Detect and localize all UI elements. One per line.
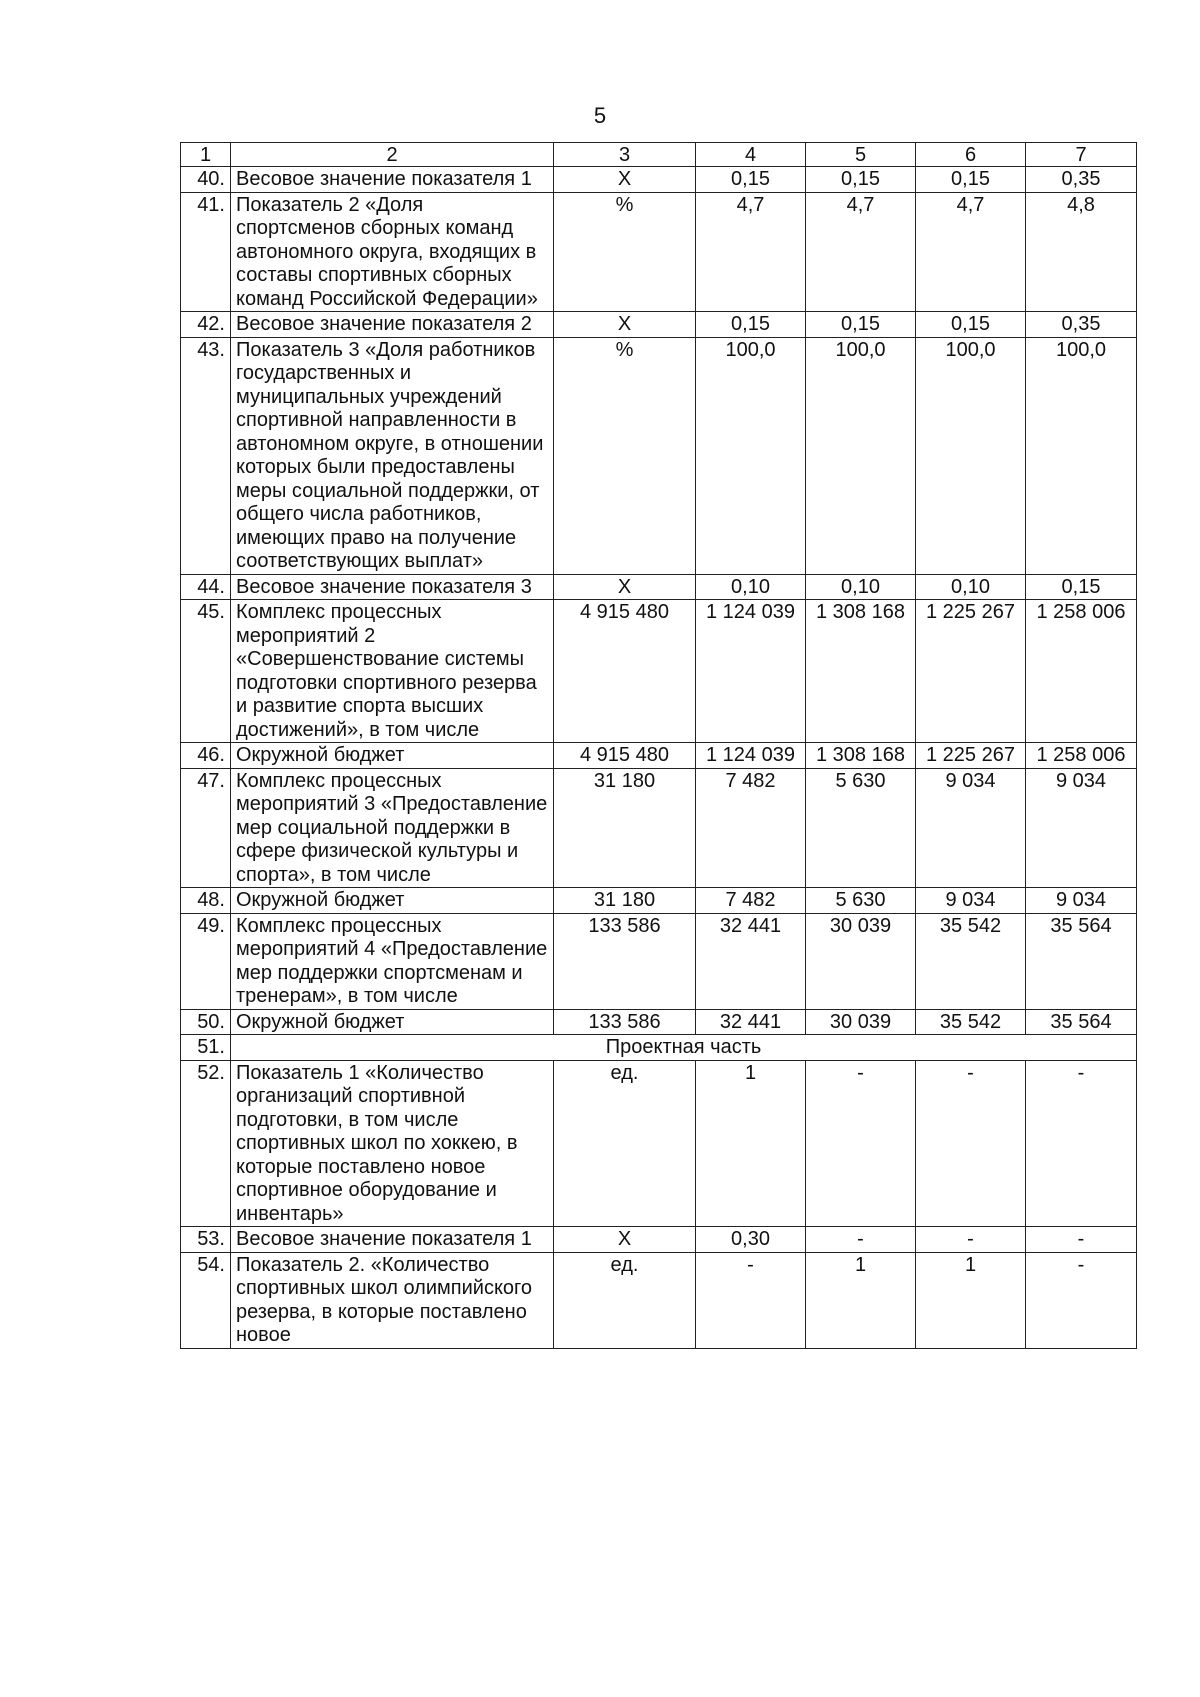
header-cell: 2 — [231, 143, 554, 167]
row-col4: 0,10 — [696, 574, 806, 600]
table-row — [181, 312, 1137, 338]
row-col5: 1 308 168 — [806, 743, 916, 769]
header-cell: 6 — [916, 143, 1026, 167]
row-col7: 0,35 — [1026, 167, 1137, 193]
row-col5: - — [806, 1060, 916, 1227]
row-col5: 30 039 — [806, 1009, 916, 1035]
row-col7: 1 258 006 — [1026, 743, 1137, 769]
row-name: Окружной бюджет — [231, 1009, 554, 1035]
row-number: 51. — [181, 1035, 231, 1061]
row-name: Показатель 2. «Количество спортивных школ олимпийского резерва, в которые поставлено новое — [231, 1252, 554, 1348]
row-col7: 9 034 — [1026, 768, 1137, 888]
row-col6: 9 034 — [916, 768, 1026, 888]
row-col6: 1 225 267 — [916, 600, 1026, 743]
row-col7: 9 034 — [1026, 888, 1137, 914]
table-row — [181, 913, 1137, 1009]
row-col4: 1 124 039 — [696, 743, 806, 769]
row-col5: 1 308 168 — [806, 600, 916, 743]
row-number: 52. — [181, 1060, 231, 1227]
row-col5: 0,15 — [806, 312, 916, 338]
row-col7: 0,15 — [1026, 574, 1137, 600]
header-cell: 5 — [806, 143, 916, 167]
row-name: Весовое значение показателя 2 — [231, 312, 554, 338]
row-col6: 1 — [916, 1252, 1026, 1348]
row-col5: 100,0 — [806, 337, 916, 574]
row-name: Показатель 3 «Доля работников государственных и муниципальных учреждений спортивной направленности в автономном округе, в отношении которых были предоставлены меры социальной поддержки, от общего числа работников, имеющих право на получение соответствующих выплат» — [231, 337, 554, 574]
row-col7: 0,35 — [1026, 312, 1137, 338]
table-header-row — [181, 143, 1137, 167]
table-row — [181, 1009, 1137, 1035]
row-col7: - — [1026, 1227, 1137, 1253]
row-col4: 7 482 — [696, 888, 806, 914]
row-col7: 100,0 — [1026, 337, 1137, 574]
row-name: Комплекс процессных мероприятий 3 «Предоставление мер социальной поддержки в сфере физической культуры и спорта», в том числе — [231, 768, 554, 888]
row-name: Весовое значение показателя 3 — [231, 574, 554, 600]
row-col6: - — [916, 1060, 1026, 1227]
row-name: Окружной бюджет — [231, 888, 554, 914]
row-col6: 0,15 — [916, 312, 1026, 338]
row-col3: ед. — [554, 1252, 696, 1348]
row-col4: 100,0 — [696, 337, 806, 574]
data-table — [180, 142, 1137, 1349]
row-col4: 0,15 — [696, 312, 806, 338]
row-col4: 7 482 — [696, 768, 806, 888]
row-col6: 0,10 — [916, 574, 1026, 600]
row-col4: 0,30 — [696, 1227, 806, 1253]
row-col5: 5 630 — [806, 888, 916, 914]
table-row — [181, 768, 1137, 888]
row-number: 41. — [181, 192, 231, 312]
row-col3: 4 915 480 — [554, 743, 696, 769]
table-row — [181, 574, 1137, 600]
row-col3: X — [554, 574, 696, 600]
row-col7: 35 564 — [1026, 913, 1137, 1009]
row-name: Весовое значение показателя 1 — [231, 167, 554, 193]
header-cell: 4 — [696, 143, 806, 167]
row-name: Комплекс процессных мероприятий 2 «Совершенствование системы подготовки спортивного резерва и развитие спорта высших достижений», в том числе — [231, 600, 554, 743]
table-row — [181, 1060, 1137, 1227]
row-col7: 1 258 006 — [1026, 600, 1137, 743]
row-number: 40. — [181, 167, 231, 193]
row-col3: ед. — [554, 1060, 696, 1227]
row-number: 49. — [181, 913, 231, 1009]
row-number: 53. — [181, 1227, 231, 1253]
table-row — [181, 600, 1137, 743]
row-col5: - — [806, 1227, 916, 1253]
row-col4: 0,15 — [696, 167, 806, 193]
row-col7: 4,8 — [1026, 192, 1137, 312]
row-name: Весовое значение показателя 1 — [231, 1227, 554, 1253]
page-number: 5 — [593, 103, 607, 128]
header-cell: 3 — [554, 143, 696, 167]
row-col3: 31 180 — [554, 768, 696, 888]
row-col5: 30 039 — [806, 913, 916, 1009]
row-col3: X — [554, 1227, 696, 1253]
row-col6: 100,0 — [916, 337, 1026, 574]
row-col5: 1 — [806, 1252, 916, 1348]
row-col7: - — [1026, 1252, 1137, 1348]
row-number: 45. — [181, 600, 231, 743]
row-number: 54. — [181, 1252, 231, 1348]
row-col3: 31 180 — [554, 888, 696, 914]
row-col3: 133 586 — [554, 913, 696, 1009]
row-col6: 1 225 267 — [916, 743, 1026, 769]
row-col7: - — [1026, 1060, 1137, 1227]
row-col3: X — [554, 312, 696, 338]
row-col6: - — [916, 1227, 1026, 1253]
row-number: 42. — [181, 312, 231, 338]
table-row — [181, 167, 1137, 193]
row-number: 46. — [181, 743, 231, 769]
row-col4: 32 441 — [696, 913, 806, 1009]
row-number: 47. — [181, 768, 231, 888]
row-col3: % — [554, 337, 696, 574]
row-col5: 0,15 — [806, 167, 916, 193]
header-cell: 7 — [1026, 143, 1137, 167]
row-col6: 0,15 — [916, 167, 1026, 193]
row-col3: % — [554, 192, 696, 312]
row-name: Показатель 1 «Количество организаций спортивной подготовки, в том числе спортивных школ по хоккею, в которые поставлено новое спортивное оборудование и инвентарь» — [231, 1060, 554, 1227]
row-name: Комплекс процессных мероприятий 4 «Предоставление мер поддержки спортсменам и тренерам», в том числе — [231, 913, 554, 1009]
row-col4: 32 441 — [696, 1009, 806, 1035]
row-number: 50. — [181, 1009, 231, 1035]
table-row — [181, 337, 1137, 574]
row-col4: - — [696, 1252, 806, 1348]
row-col5: 4,7 — [806, 192, 916, 312]
table-row — [181, 1227, 1137, 1253]
table-row — [181, 743, 1137, 769]
row-col4: 1 — [696, 1060, 806, 1227]
table-row — [181, 192, 1137, 312]
row-col4: 4,7 — [696, 192, 806, 312]
row-col5: 0,10 — [806, 574, 916, 600]
row-col5: 5 630 — [806, 768, 916, 888]
row-col6: 35 542 — [916, 1009, 1026, 1035]
row-col3: 133 586 — [554, 1009, 696, 1035]
header-cell: 1 — [181, 143, 231, 167]
row-col6: 9 034 — [916, 888, 1026, 914]
section-title: Проектная часть — [231, 1035, 1137, 1061]
row-col7: 35 564 — [1026, 1009, 1137, 1035]
row-col4: 1 124 039 — [696, 600, 806, 743]
table-row — [181, 888, 1137, 914]
row-col3: X — [554, 167, 696, 193]
row-number: 48. — [181, 888, 231, 914]
row-number: 43. — [181, 337, 231, 574]
table-section-row — [181, 1035, 1137, 1061]
row-col6: 35 542 — [916, 913, 1026, 1009]
row-name: Окружной бюджет — [231, 743, 554, 769]
row-col6: 4,7 — [916, 192, 1026, 312]
row-number: 44. — [181, 574, 231, 600]
row-name: Показатель 2 «Доля спортсменов сборных команд автономного округа, входящих в составы спортивных сборных команд Российской Федерации» — [231, 192, 554, 312]
table-row — [181, 1252, 1137, 1348]
row-col3: 4 915 480 — [554, 600, 696, 743]
